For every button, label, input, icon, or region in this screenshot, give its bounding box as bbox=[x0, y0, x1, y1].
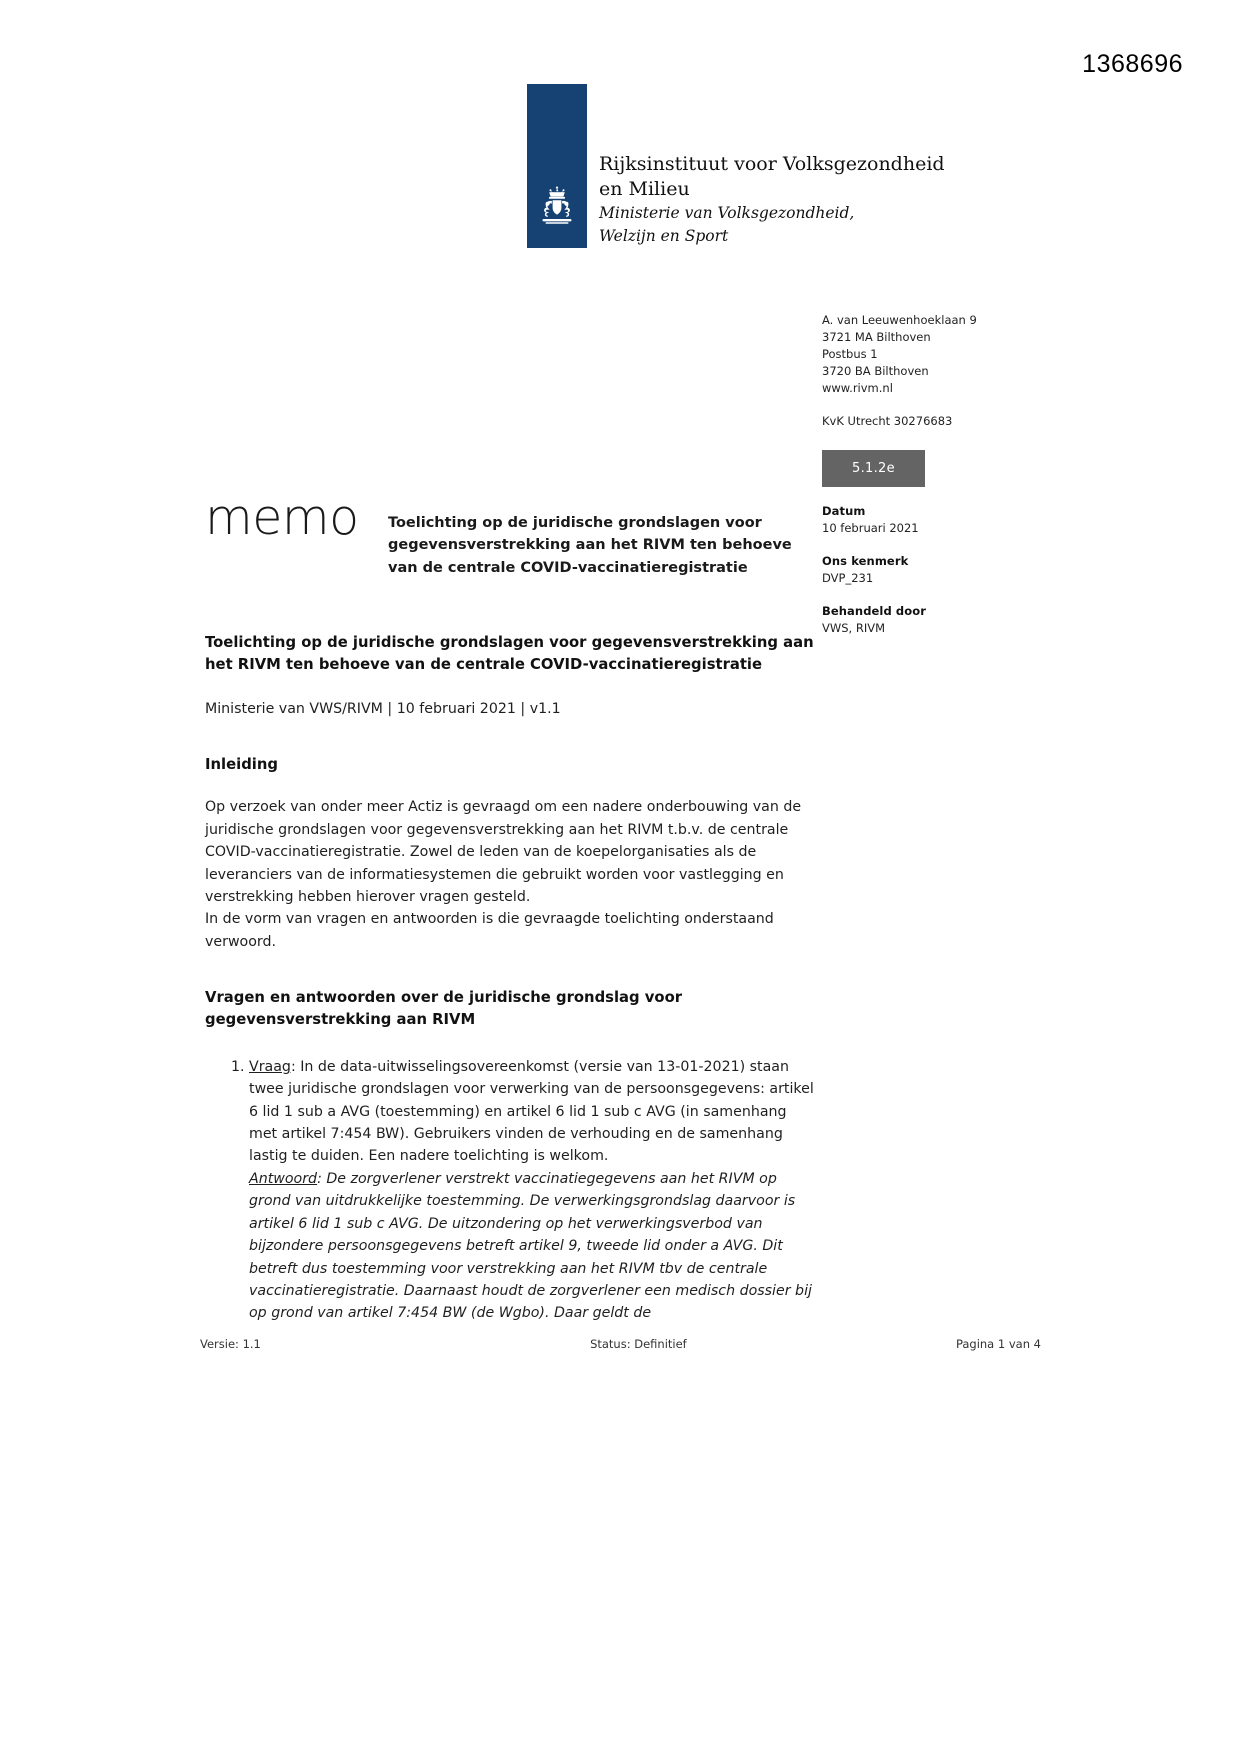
question-label: Vraag bbox=[249, 1058, 291, 1075]
qa-list bbox=[205, 1056, 815, 1325]
meta-value: 10 februari 2021 bbox=[822, 521, 919, 536]
body-byline: Ministerie van VWS/RIVM | 10 februari 2021 | v1.1 bbox=[205, 701, 561, 718]
memo-subtitle: Toelichting op de juridische grondslagen voor gegevensverstrekking aan het RIVM ten behoeve van de centrale COVID-vaccinatieregistratie bbox=[388, 515, 792, 576]
question-paragraph bbox=[249, 1056, 815, 1168]
body-title: Toelichting op de juridische grondslagen voor gegevensverstrekking aan het RIVM ten behoeve van de centrale COVID-vaccinatieregistratie bbox=[205, 634, 814, 674]
document-number: 1368696 bbox=[1082, 50, 1183, 78]
address-line: 3720 BA Bilthoven bbox=[822, 363, 929, 378]
address-line: Postbus 1 bbox=[822, 346, 878, 361]
meta-field-datum bbox=[822, 503, 1022, 537]
page-footer bbox=[200, 1337, 1041, 1351]
address-line: 3721 MA Bilthoven bbox=[822, 329, 931, 344]
logo-ministry-line-2: Welzijn en Sport bbox=[599, 226, 729, 245]
answer-text: : De zorgverlener verstrekt vaccinatiegegevens aan het RIVM op grond van uitdrukkelijke toestemming. De verwerkingsgrondslag daarvoor is artikel 6 lid 1 sub c AVG. De uitzondering op het verwerkingsverbod van bijzondere persoonsgegevens betreft artikel 9, tweede lid onder a AVG. Dit betreft dus toestemming voor verstrekking aan het RIVM tbv de centrale vaccinatieregistratie. Daarnaast houdt de zorgverlener een medisch dossier bij op grond van artikel 7:454 BW (de Wgbo). Daar geldt de bbox=[249, 1170, 812, 1322]
footer-page-number: Pagina 1 van 4 bbox=[955, 1337, 1041, 1351]
logo-blue-bar bbox=[527, 84, 587, 248]
meta-value: VWS, RIVM bbox=[822, 620, 886, 635]
intro-paragraph-1: Op verzoek van onder meer Actiz is gevraagd om een nadere onderbouwing van de juridische grondslagen voor gegevensverstrekking aan het RIVM t.b.v. de centrale COVID-vaccinatieregistratie. Zowel de leden van de koepelorganisaties als de leveranciers van de informatiesystemen die gebruikt worden voor vastlegging en verstrekking hebben hierover vragen gesteld. bbox=[205, 799, 802, 905]
kvk-number: KvK Utrecht 30276683 bbox=[822, 414, 953, 429]
footer-version: Versie: 1.1 bbox=[200, 1337, 261, 1351]
meta-label: Ons kenmerk bbox=[822, 554, 909, 569]
section-heading-vragen-en-antwoorden: Vragen en antwoorden over de juridische grondslag voor gegevensverstrekking aan RIVM bbox=[205, 989, 683, 1029]
meta-value: DVP_231 bbox=[822, 571, 874, 586]
section-heading-inleiding: Inleiding bbox=[205, 755, 279, 773]
answer-paragraph bbox=[249, 1168, 815, 1325]
qa-list-item bbox=[249, 1056, 815, 1325]
meta-label: Behandeld door bbox=[822, 603, 927, 618]
address-line: A. van Leeuwenhoeklaan 9 bbox=[822, 313, 977, 327]
logo-organisation-line-1: Rijksinstituut voor Volksgezondheid bbox=[599, 153, 945, 176]
rivm-logo bbox=[527, 84, 945, 248]
netherlands-coat-of-arms-icon bbox=[533, 186, 581, 238]
logo-ministry-line-1: Ministerie van Volksgezondheid, bbox=[599, 204, 855, 223]
logo-organisation-line-2: en Milieu bbox=[599, 177, 690, 200]
address-block bbox=[822, 312, 1022, 396]
footer-status: Status: Definitief bbox=[590, 1337, 687, 1351]
memo-word: memo bbox=[205, 489, 359, 546]
meta-field-behandeld-door bbox=[822, 603, 1022, 637]
meta-field-ons-kenmerk bbox=[822, 553, 1022, 587]
redaction-label: 5.1.2e bbox=[852, 461, 895, 477]
question-text: : In de data-uitwisselingsovereenkomst (versie van 13-01-2021) staan twee juridische grondslagen voor verwerking van de persoonsgegevens: artikel 6 lid 1 sub a AVG (toestemming) en artikel 6 lid 1 sub c AVG (in samenhang met artikel 7:454 BW). Gebruikers vinden de verhouding en de samenhang lastig te duiden. Een nadere toelichting is welkom. bbox=[249, 1058, 814, 1165]
document-metadata-column bbox=[822, 312, 1022, 637]
redaction-box bbox=[822, 450, 925, 487]
website-url[interactable]: www.rivm.nl bbox=[822, 380, 893, 395]
document-body bbox=[205, 632, 815, 1325]
intro-paragraph-2: In de vorm van vragen en antwoorden is die gevraagde toelichting onderstaand verwoord. bbox=[205, 911, 774, 950]
meta-label: Datum bbox=[822, 504, 866, 519]
answer-label: Antwoord bbox=[249, 1170, 318, 1187]
